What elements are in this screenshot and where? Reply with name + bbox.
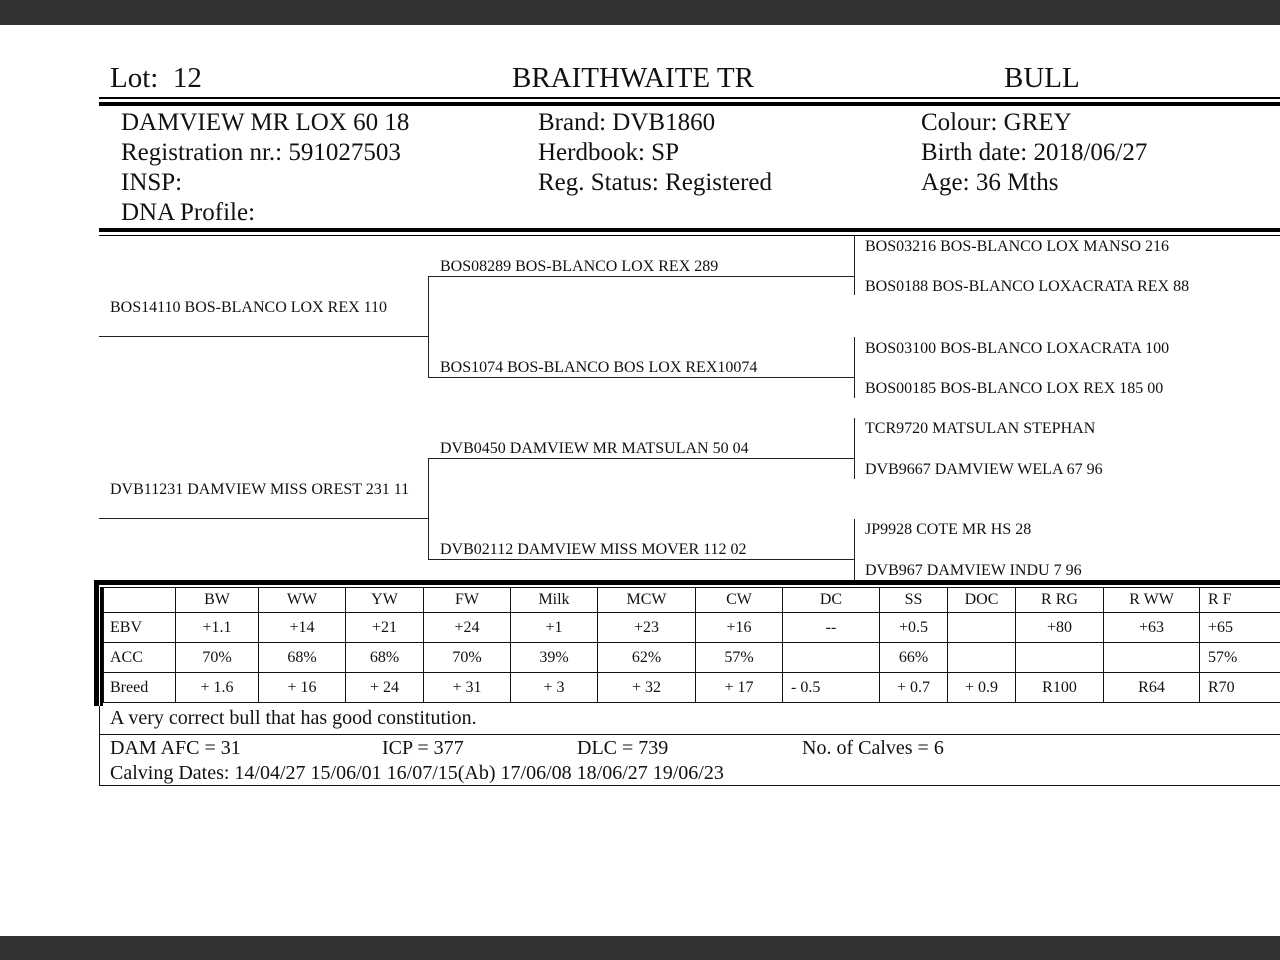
table-row-acc xyxy=(104,643,1280,673)
header-rule-thin xyxy=(99,97,1280,99)
pedigree-sire-sire: BOS08289 BOS-BLANCO LOX REX 289 xyxy=(440,258,719,275)
table-cell: + 16 xyxy=(259,673,346,703)
pedigree-dam-sire: DVB0450 DAMVIEW MR MATSULAN 50 04 xyxy=(440,440,749,457)
ebv-table-header-row xyxy=(104,588,1280,613)
age-field: Age: 36 Mths xyxy=(921,169,1059,196)
pedigree-sire: BOS14110 BOS-BLANCO LOX REX 110 xyxy=(110,299,388,316)
pedigree-sire-bracket xyxy=(428,276,429,377)
viewer-top-bar xyxy=(0,0,1280,25)
table-cell: +0.5 xyxy=(880,613,948,643)
reg-status-field: Reg. Status: Registered xyxy=(538,169,772,196)
pedigree-ggp-bracket-1 xyxy=(854,236,855,295)
table-cell: + 3 xyxy=(511,673,598,703)
dam-afc: DAM AFC = 31 xyxy=(110,737,241,759)
pedigree-dam: DVB11231 DAMVIEW MISS OREST 231 11 xyxy=(110,481,410,498)
pedigree-ggp-bracket-2 xyxy=(854,337,855,398)
table-header-cell: FW xyxy=(424,588,511,613)
stats-rule-top xyxy=(94,580,1280,585)
table-header-cell: DOC xyxy=(948,588,1016,613)
table-cell xyxy=(1104,643,1200,673)
pedigree-ggp-bracket-4 xyxy=(854,519,855,580)
table-header-cell: SS xyxy=(880,588,948,613)
table-cell: +1 xyxy=(511,613,598,643)
ebv-table xyxy=(103,587,1280,703)
pedigree-dam-dam: DVB02112 DAMVIEW MISS MOVER 112 02 xyxy=(440,541,747,558)
pedigree-sire-line xyxy=(99,336,428,337)
table-row-label: Breed xyxy=(104,673,176,703)
table-cell: 57% xyxy=(696,643,783,673)
table-cell: +65 xyxy=(1200,613,1280,643)
table-cell: R100 xyxy=(1016,673,1104,703)
animal-info-middle xyxy=(538,108,772,198)
pedigree-ggp-1: BOS03216 BOS-BLANCO LOX MANSO 216 xyxy=(865,238,1170,255)
pedigree-ggp-3: BOS03100 BOS-BLANCO LOXACRATA 100 xyxy=(865,340,1170,357)
dna-profile-field: DNA Profile: xyxy=(121,199,256,226)
table-cell: - 0.5 xyxy=(783,673,880,703)
herdbook-field: Herdbook: SP xyxy=(538,139,679,166)
brand-field: Brand: DVB1860 xyxy=(538,109,716,136)
table-cell xyxy=(948,613,1016,643)
pedigree-ggp-8: DVB967 DAMVIEW INDU 7 96 xyxy=(865,562,1082,579)
table-cell: R70 xyxy=(1200,673,1280,703)
table-header-cell: R WW xyxy=(1104,588,1200,613)
registration-number: Registration nr.: 591027503 xyxy=(121,139,401,166)
table-cell: 70% xyxy=(176,643,259,673)
table-cell: + 1.6 xyxy=(176,673,259,703)
pedigree-ggp-6: DVB9667 DAMVIEW WELA 67 96 xyxy=(865,461,1103,478)
table-header-cell: CW xyxy=(696,588,783,613)
table-cell: +23 xyxy=(598,613,696,643)
table-header-cell: DC xyxy=(783,588,880,613)
table-cell: +80 xyxy=(1016,613,1104,643)
remarks-text: A very correct bull that has good constitution. xyxy=(110,707,477,729)
table-cell: +63 xyxy=(1104,613,1200,643)
dam-calving-dates: Calving Dates: 14/04/27 15/06/01 16/07/15(Ab) 17/06/08 18/06/27 19/06/23 xyxy=(110,762,724,784)
table-cell: R64 xyxy=(1104,673,1200,703)
table-cell: +14 xyxy=(259,613,346,643)
table-cell: 62% xyxy=(598,643,696,673)
pedigree-ggp-2: BOS0188 BOS-BLANCO LOXACRATA REX 88 xyxy=(865,278,1190,295)
table-cell xyxy=(948,643,1016,673)
table-cell: +24 xyxy=(424,613,511,643)
lot-label-text: Lot: xyxy=(110,62,159,94)
table-header-cell: YW xyxy=(346,588,424,613)
pedigree-dam-sire-line xyxy=(428,458,854,459)
table-cell xyxy=(1016,643,1104,673)
table-header-cell: R RG xyxy=(1016,588,1104,613)
table-cell: 70% xyxy=(424,643,511,673)
pedigree-dam-bracket xyxy=(428,458,429,559)
pedigree-ggp-bracket-3 xyxy=(854,418,855,479)
stats-rule-left-outer xyxy=(94,580,99,706)
table-cell: + 17 xyxy=(696,673,783,703)
pedigree-dam-dam-line xyxy=(428,559,854,560)
viewer-bottom-bar xyxy=(0,936,1280,960)
table-cell: 57% xyxy=(1200,643,1280,673)
table-cell: + 0.7 xyxy=(880,673,948,703)
info-rule-thick xyxy=(99,228,1280,232)
table-header-cell: MCW xyxy=(598,588,696,613)
dam-calves: No. of Calves = 6 xyxy=(802,737,944,759)
table-cell: + 32 xyxy=(598,673,696,703)
table-header-cell xyxy=(104,588,176,613)
animal-info-right xyxy=(921,108,1147,198)
pedigree-ggp-5: TCR9720 MATSULAN STEPHAN xyxy=(865,420,1096,437)
info-rule-thin xyxy=(99,235,1280,236)
table-cell: +1.1 xyxy=(176,613,259,643)
pedigree-sire-dam: BOS1074 BOS-BLANCO BOS LOX REX10074 xyxy=(440,359,758,376)
table-header-cell: BW xyxy=(176,588,259,613)
table-cell: + 31 xyxy=(424,673,511,703)
table-cell: 39% xyxy=(511,643,598,673)
table-row-label: ACC xyxy=(104,643,176,673)
dam-dlc: DLC = 739 xyxy=(577,737,669,759)
pedigree-ggp-4: BOS00185 BOS-BLANCO LOX REX 185 00 xyxy=(865,380,1164,397)
table-row-ebv xyxy=(104,613,1280,643)
table-cell: +21 xyxy=(346,613,424,643)
table-cell: + 0.9 xyxy=(948,673,1016,703)
colour-field: Colour: GREY xyxy=(921,109,1072,136)
insp-field: INSP: xyxy=(121,169,183,196)
table-row-breed xyxy=(104,673,1280,703)
lot-label xyxy=(110,62,202,95)
animal-name: DAMVIEW MR LOX 60 18 xyxy=(121,109,410,136)
table-header-cell: Milk xyxy=(511,588,598,613)
table-cell: +16 xyxy=(696,613,783,643)
table-header-cell: R F xyxy=(1200,588,1280,613)
table-cell: 66% xyxy=(880,643,948,673)
table-cell xyxy=(783,643,880,673)
header-rule-thick xyxy=(99,102,1280,106)
breeder-name: BRAITHWAITE TR xyxy=(512,62,754,94)
dam-record-rule xyxy=(99,785,1280,786)
table-cell: + 24 xyxy=(346,673,424,703)
lot-number: 12 xyxy=(172,62,202,94)
animal-info-left xyxy=(121,108,409,228)
table-row-label: EBV xyxy=(104,613,176,643)
animal-sex: BULL xyxy=(1004,62,1080,94)
dam-icp: ICP = 377 xyxy=(382,737,464,759)
pedigree-sire-sire-line xyxy=(428,276,854,277)
pedigree-dam-line xyxy=(99,518,428,519)
birth-date-field: Birth date: 2018/06/27 xyxy=(921,139,1148,166)
pedigree-sire-dam-line xyxy=(428,377,854,378)
table-cell: 68% xyxy=(346,643,424,673)
table-cell: -- xyxy=(783,613,880,643)
table-header-cell: WW xyxy=(259,588,346,613)
table-cell: 68% xyxy=(259,643,346,673)
pedigree-ggp-7: JP9928 COTE MR HS 28 xyxy=(865,521,1032,538)
